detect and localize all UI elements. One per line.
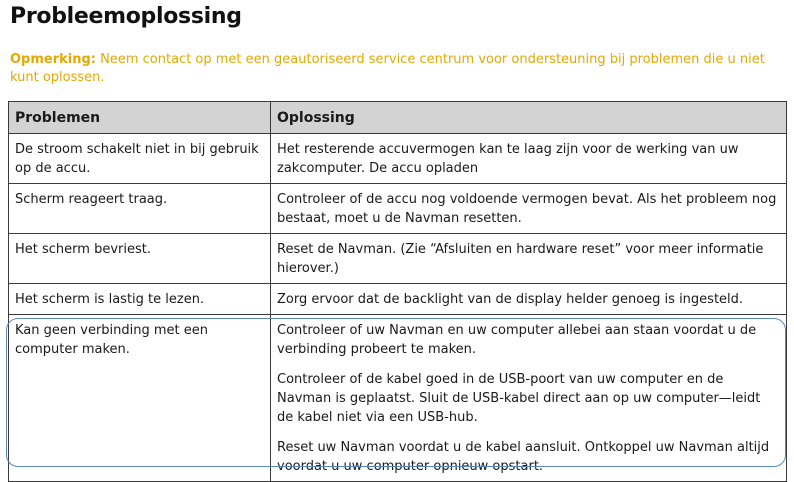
troubleshooting-table [8, 101, 787, 482]
solution-text: Het resterende accuvermogen kan te laag zijn voor de werking van uw zakcomputer. De accu opladen [277, 142, 739, 176]
solution-text: Controleer of de accu nog voldoende vermogen bevat. Als het probleem nog bestaat, moet u de Navman resetten. [277, 192, 777, 226]
note-paragraph [10, 51, 770, 87]
header-problems: Problemen [9, 102, 271, 134]
table-row [9, 184, 787, 234]
table-row [9, 134, 787, 184]
note-label: Opmerking: [10, 52, 96, 67]
table-row [9, 315, 787, 482]
solution-cell [271, 234, 787, 284]
solution-text: Controleer of uw Navman en uw computer allebei aan staan voordat u de verbinding probeert te maken. [277, 323, 757, 357]
solution-text: Reset uw Navman voordat u de kabel aansluit. Ontkoppel uw Navman altijd voordat u uw computer opnieuw opstart. [277, 440, 770, 474]
solution-text: Controleer of de kabel goed in de USB-poort van uw computer en de Navman is geplaatst. Sluit de USB-kabel direct aan op uw computer—leidt de kabel niet via een USB-hub. [277, 372, 761, 425]
note-text: Neem contact op met een geautoriseerd service centrum voor ondersteuning bij problemen die u niet kunt oplossen. [10, 52, 765, 85]
solution-cell [271, 184, 787, 234]
solution-cell [271, 284, 787, 315]
solution-cell [271, 315, 787, 482]
problem-cell: Kan geen verbinding met een computer maken. [9, 315, 271, 482]
solution-text: Reset de Navman. (Zie “Afsluiten en hardware reset” voor meer informatie hierover.) [277, 242, 764, 276]
table-row [9, 234, 787, 284]
solution-text: Zorg ervoor dat de backlight van de display helder genoeg is ingesteld. [277, 292, 744, 307]
problem-cell: Het scherm is lastig te lezen. [9, 284, 271, 315]
table-header-row [9, 102, 787, 134]
page-title: Probleemoplossing [10, 4, 242, 29]
solution-cell [271, 134, 787, 184]
problem-cell: Het scherm bevriest. [9, 234, 271, 284]
header-solution: Oplossing [271, 102, 787, 134]
problem-cell: De stroom schakelt niet in bij gebruik op de accu. [9, 134, 271, 184]
table-row [9, 284, 787, 315]
problem-cell: Scherm reageert traag. [9, 184, 271, 234]
